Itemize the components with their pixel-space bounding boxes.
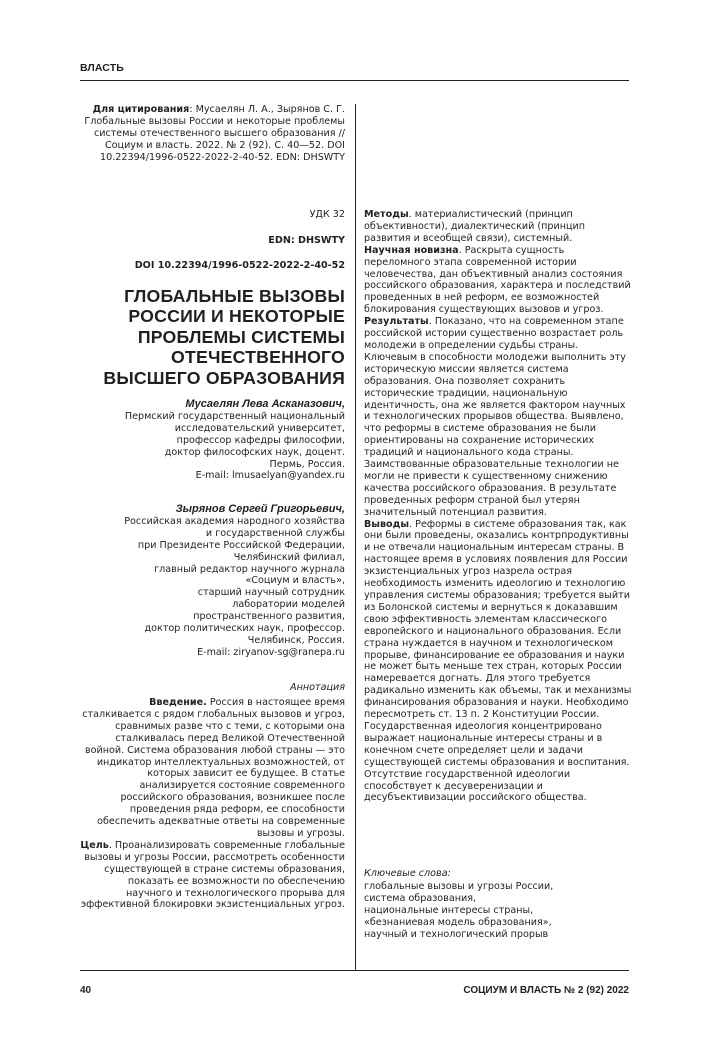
page-number: 40 (80, 985, 92, 996)
abstract-novelty (364, 245, 632, 316)
methods-text: . материалистический (принцип объективности), диалектический (принцип развития и всеобщей связи), системный. (364, 209, 586, 244)
title-line: ОТЕЧЕСТВЕННОГО (171, 347, 345, 368)
title-line: ГЛОБАЛЬНЫЕ ВЫЗОВЫ (124, 286, 345, 306)
abstract-goal (80, 840, 345, 911)
citation-block (80, 104, 345, 164)
author-line: исследовательский университет, (174, 422, 345, 434)
abstract-results (364, 316, 632, 518)
footer-rule (80, 970, 629, 971)
goal-label: Цель (80, 839, 109, 851)
author-line: пространственного развития, (193, 611, 345, 623)
author-line: профессор кафедры философии, (176, 434, 345, 446)
author-line: Челябинский филиал, (233, 551, 345, 563)
author-name: Мусаелян Лева Асканазович, (185, 398, 345, 410)
author-line: «Социум и власть», (245, 575, 345, 587)
title-line: ПРОБЛЕМЫ СИСТЕМЫ (137, 326, 345, 347)
journal-footer: СОЦИУМ И ВЛАСТЬ № 2 (92) 2022 (463, 985, 629, 996)
author-line: Российская академия народного хозяйства (124, 515, 345, 527)
results-label: Результаты (364, 316, 429, 328)
intro-label: Введение. (149, 697, 207, 708)
conclusions-label: Выводы (364, 518, 410, 530)
author-line: главный редактор научного журнала (154, 563, 345, 575)
keyword-item: «безнаниевая модель образования», (364, 916, 552, 928)
keyword-item: глобальные вызовы и угрозы России, (364, 881, 554, 892)
novelty-label: Научная новизна (364, 244, 459, 256)
author-block (80, 399, 345, 482)
novelty-text: . Раскрыта сущность переломного этапа современной истории человечества, дан объективный анализ состояния российского образования, характера и последствий проведенных в ней реформ, ее возможностей блокирования существующих вызовов и угроз. (364, 244, 631, 316)
keyword-item: научный и технологический прорыв (364, 928, 549, 940)
conclusions-text: . Реформы в системе образования так, как они были проведены, оказались контрпродуктивны и не отвечали национальным интересам страны. В настоящее время в условиях появления для России экзистенциальных угроз назрела острая необходимость изменить идеологию и технологию управления системы образования; требуется выйти из Болонской системы и вернуться к доказавшим свою эффективность элементам классического европейского и национального образования. Если страна нуждается в научном и технологическом прорыве, финансирование ее образования и науки не может быть меньше тех стран, которых России намеревается догнать. Для этого требуется радикально изменить как объемы, так и механизмы финансирования образования и науки. Необходимо пересмотреть ст. 13 п. 2 Конституции России. Государственная идеология концентрировано выражает национальные интересы страны и в конечном счете определяет цели и задачи существующей системы образования и воспитания. Отсутствие государственной идеологии способствует к десуверенизации и десубъективизации российского общества. (364, 518, 632, 804)
title-line: ВЫСШЕГО ОБРАЗОВАНИЯ (103, 367, 345, 388)
goal-text: . Проанализировать современные глобальные вызовы и угрозы России, рассмотреть особенности существующей в стране системы образования, показать ее возможности по обеспечению научного и технологического прорыва для эффективной блокировки экзистенциальных угроз. (80, 839, 345, 911)
author-email: E-mail: lmusaelyan@yandex.ru (195, 470, 345, 482)
author-name: Зырянов Сергей Григорьевич, (175, 503, 345, 515)
author-block (80, 504, 345, 659)
citation-text: : Мусаелян Л. А., Зырянов С. Г. Глобальные вызовы России и некоторые проблемы системы отечественного высшего образования // Социум и власть. 2022. № 2 (92). С. 40—52. DOI 10.22394/1996-0522-2022-2-40-52. EDN: DHSWTY (84, 104, 345, 163)
author-email: E-mail: ziryanov-sg@ranepa.ru (197, 646, 345, 658)
author-line: доктор политических наук, профессор. (144, 623, 345, 635)
annotation-heading: Аннотация (290, 682, 345, 693)
keywords-list (364, 881, 632, 941)
results-text: . Показано, что на современном этапе российской истории существенно возрастает роль молодежи в определении судьбы страны. Ключевым в способности молодежи выполнить эту историческую миссии является система образования. Она позволяет сохранить исторические традиции, национальную идентичность, она же является фактором научных и технологических прорывов общества. Выявлено, что реформы в системе образования не были ориентированы на сохранение исторических традиций и национального кода страны. Заимствованные образовательные технологии не могли не привести к существенному снижению качества российского образования. В результате проведенных реформ страной был утерян значительный потенциал развития. (364, 316, 626, 518)
udk: УДК 32 (309, 209, 345, 220)
author-line: Челябинск, Россия. (247, 634, 345, 646)
author-line: старший научный сотрудник (197, 587, 345, 599)
column-divider (355, 104, 356, 970)
article-title (80, 286, 345, 388)
abstract-left (80, 697, 345, 911)
abstract-right (364, 209, 632, 804)
doi: DOI 10.22394/1996-0522-2022-2-40-52 (134, 260, 345, 271)
title-line: РОССИИ И НЕКОТОРЫЕ (128, 306, 345, 327)
intro-text: Россия в настоящее время сталкивается с рядом глобальных вызовов и угроз, сравнимых разве что с теми, с которыми она сталкивалась перед Великой Отечественной войной. Система образования любой страны — это индикатор интеллектуальных возможностей, от которых зависит ее будущее. В статье анализируется состояние современного российского образования, возникшее после проведения ряда реформ, ее способности обеспечить адекватные ответы на современные вызовы и угрозы. (82, 697, 345, 839)
abstract-conclusions (364, 519, 632, 805)
author-line: Пермский государственный национальный (124, 410, 345, 422)
header-rule (80, 80, 629, 81)
abstract-intro (80, 697, 345, 840)
section-label: ВЛАСТЬ (80, 62, 124, 74)
keywords-heading: Ключевые слова: (364, 868, 451, 879)
author-line: доктор философских наук, доцент. (164, 446, 345, 458)
author-line: Пермь, Россия. (269, 458, 345, 470)
keyword-item: система образования, (364, 892, 477, 904)
citation-label: Для цитирования (92, 104, 190, 115)
author-line: и государственной службы (205, 527, 345, 539)
methods-label: Методы (364, 209, 409, 220)
abstract-methods (364, 209, 632, 245)
edn: EDN: DHSWTY (268, 235, 345, 246)
keyword-item: национальные интересы страны, (364, 904, 534, 916)
author-line: лаборатории моделей (232, 599, 345, 611)
author-line: при Президенте Российской Федерации, (137, 539, 345, 551)
